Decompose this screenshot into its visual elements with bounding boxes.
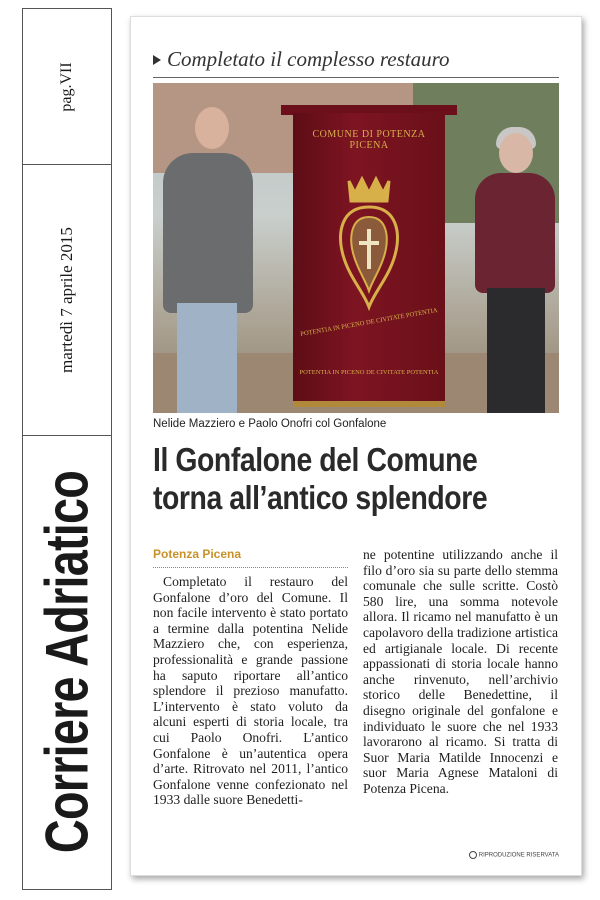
publication-date: martedì 7 aprile 2015 [57, 227, 76, 373]
banner-motto-bottom: POTENTIA IN PICENO DE CIVITATE POTENTIA [299, 369, 439, 376]
man-legs [177, 303, 237, 413]
body-column-1 [153, 547, 348, 808]
article-body [153, 547, 559, 852]
body-text-column-1: Completato il restauro del Gonfalone d’oro del Comune. Il non facile intervento è stato portato a termine dalla potentina Nelide Mazziero che, con esperienza, professionalità e grande passione ha saputo riportare all’antico splendore il prezioso manufatto. L’intervento è stato voluto da alcuni esperti di storia locale, tra cui Paolo Onofri. L’antico Gonfalone è un’autentica opera d’arte. Ritrovato nel 2011, l’antico Gonfalone venne confezionato nel 1933 dalle suore Benedetti- [153, 574, 348, 808]
article-kicker [153, 47, 450, 72]
kicker-divider [153, 77, 559, 78]
woman-legs [487, 288, 545, 413]
woman-head [499, 133, 533, 173]
credit-text: RIPRODUZIONE RISERVATA [478, 852, 559, 859]
headline-line-1: Il Gonfalone del Comune [153, 441, 478, 478]
body-column-2 [363, 547, 558, 797]
copyright-icon [469, 851, 477, 859]
woman-figure [475, 173, 555, 293]
newspaper-masthead: Corriere Adriatico [33, 470, 101, 854]
masthead-box [23, 436, 111, 888]
dateline: Potenza Picena [153, 547, 242, 561]
article-headline [153, 441, 559, 517]
triangle-bullet-icon [153, 55, 161, 65]
kicker-text: Completato il complesso restauro [167, 47, 450, 71]
man-figure [163, 153, 253, 313]
banner-title: COMUNE DI POTENZA PICENA [312, 129, 426, 151]
dateline-divider [153, 567, 348, 568]
reproduction-credit [469, 851, 559, 859]
gonfalone-banner [293, 113, 445, 407]
photo-caption: Nelide Mazziero e Paolo Onofri col Gonfalone [153, 418, 387, 430]
page-number-box [23, 9, 111, 165]
date-box [23, 165, 111, 436]
man-head [195, 107, 229, 149]
page-number: pag.VII [58, 61, 75, 112]
crest-icon [329, 173, 409, 323]
article-photo [153, 83, 559, 413]
headline-line-2: torna all’antico splendore [153, 479, 488, 516]
banner-motto: POTENTIA IN PICENO DE CIVITATE POTENTIA [299, 306, 439, 339]
sidebar-masthead [22, 8, 112, 890]
body-text-column-2: ne potentine utilizzando anche il filo d’oro sia su parte dello stemma comunale che sulle scritte. Costò 580 lire, una somma notevole allora. Il ricamo nel manufatto è un capolavoro della tradizione artistica ed artigianale locale. Di recente appassionati di storia locale hanno anche rinvenuto, nell’archivio storico delle Benedettine, il disegno originale del gonfalone e individuato le suore che nel 1933 lavorarono al ricamo. Si tratta di Suor Maria Matilde Innocenzi e suor Maria Agnese Mataloni di Potenza Picena. [363, 547, 558, 796]
article-clipping [130, 16, 582, 876]
